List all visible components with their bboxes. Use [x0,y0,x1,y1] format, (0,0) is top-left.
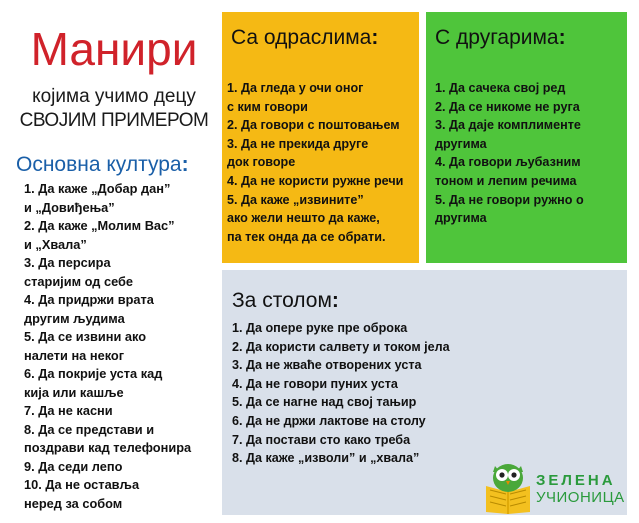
list-item: другим људима [24,310,125,326]
adults-heading [231,25,378,51]
list-item: 2. Да користи салвету и током јела [232,339,450,354]
table-heading-text: За столом [232,289,332,312]
list-item: 3. Да даје комплименте [435,118,581,133]
list-item: па тек онда да се обрати. [227,229,386,244]
list-item: тоном и лепим речима [435,173,577,188]
logo-text-line1: ЗЕЛЕНА [536,472,616,489]
list-item: 8. Да каже „изволи” и „хвала” [232,451,420,466]
list-item: ако жели нешто да каже, [227,211,380,226]
list-item: 2. Да каже „Молим Вас” [24,218,175,233]
list-item: кија или кашље [24,384,124,400]
subtitle-line1: којима учимо децу [32,86,196,107]
list-item: 5. Да се извини ако [24,329,147,344]
list-item: 2. Да се никоме не руга [435,99,580,114]
list-item: 3. Да не жваће отворених уста [232,358,422,373]
list-item: с ким говори [227,99,308,114]
list-item: налети на неког [24,347,125,363]
list-item: 1. Да каже „Добар дан” [24,181,171,196]
list-item: 4. Да не говори пуних уста [232,376,398,391]
list-item: 9. Да седи лепо [24,458,123,474]
friends-list [435,79,584,228]
heading-colon: : [371,26,379,49]
heading-colon: : [558,26,566,49]
basic-culture-heading-text: Основна култура [16,153,182,176]
adults-heading-text: Са одраслима [231,26,372,49]
list-item: 1. Да опере руке пре оброка [232,321,408,335]
list-item: 7. Да постави сто како треба [232,432,411,447]
list-item: старијим од себе [24,273,134,289]
heading-colon: : [181,153,189,176]
list-item: 2. Да говори с поштовањем [227,118,400,133]
list-item: док говоре [227,155,296,170]
list-item: 4. Да придржи врата [24,292,154,307]
list-item: 8. Да се представи и [24,421,155,437]
list-item: 6. Да покрије уста кад [24,366,163,381]
list-item: 7. Да не касни [24,403,113,418]
friends-card [426,12,627,263]
list-item: 4. Да не користи ружне речи [227,173,404,188]
list-item: 10. Да не оставља [24,477,140,492]
subtitle-line2: СВОЈИМ ПРИМЕРОМ [19,110,209,131]
list-item: 5. Да се нагне над свој тањир [232,395,417,410]
list-item: 6. Да не држи лактове на столу [232,413,426,428]
basic-culture-heading [16,152,189,178]
heading-colon: : [331,289,339,312]
list-item: другима [435,136,487,151]
list-item: 5. Да каже „извините” [227,192,364,207]
list-item: 3. Да не прекида друге [227,136,369,151]
table-heading [232,288,339,314]
table-list [232,319,450,468]
list-item: и „Хвала” [24,236,87,252]
list-item: 1. Да сачека свој ред [435,81,566,95]
list-item: и „Довиђења” [24,199,115,215]
page-title: Манири [30,23,198,75]
list-item: поздрави кад телефонира [24,440,192,455]
list-item: 5. Да не говори ружно о [435,192,584,207]
list-item: другима [435,211,487,226]
friends-heading [435,25,566,51]
list-item: неред за собом [24,495,123,511]
friends-heading-text: С другарима [435,26,559,49]
list-item: 4. Да говори љубазним [435,155,581,170]
basic-culture-list [24,180,191,513]
logo-text-line2: УЧИОНИЦА [536,489,625,506]
adults-list [227,79,403,246]
list-item: 1. Да гледа у очи оног [227,81,364,95]
adults-card [222,12,419,263]
list-item: 3. Да персира [24,255,111,270]
